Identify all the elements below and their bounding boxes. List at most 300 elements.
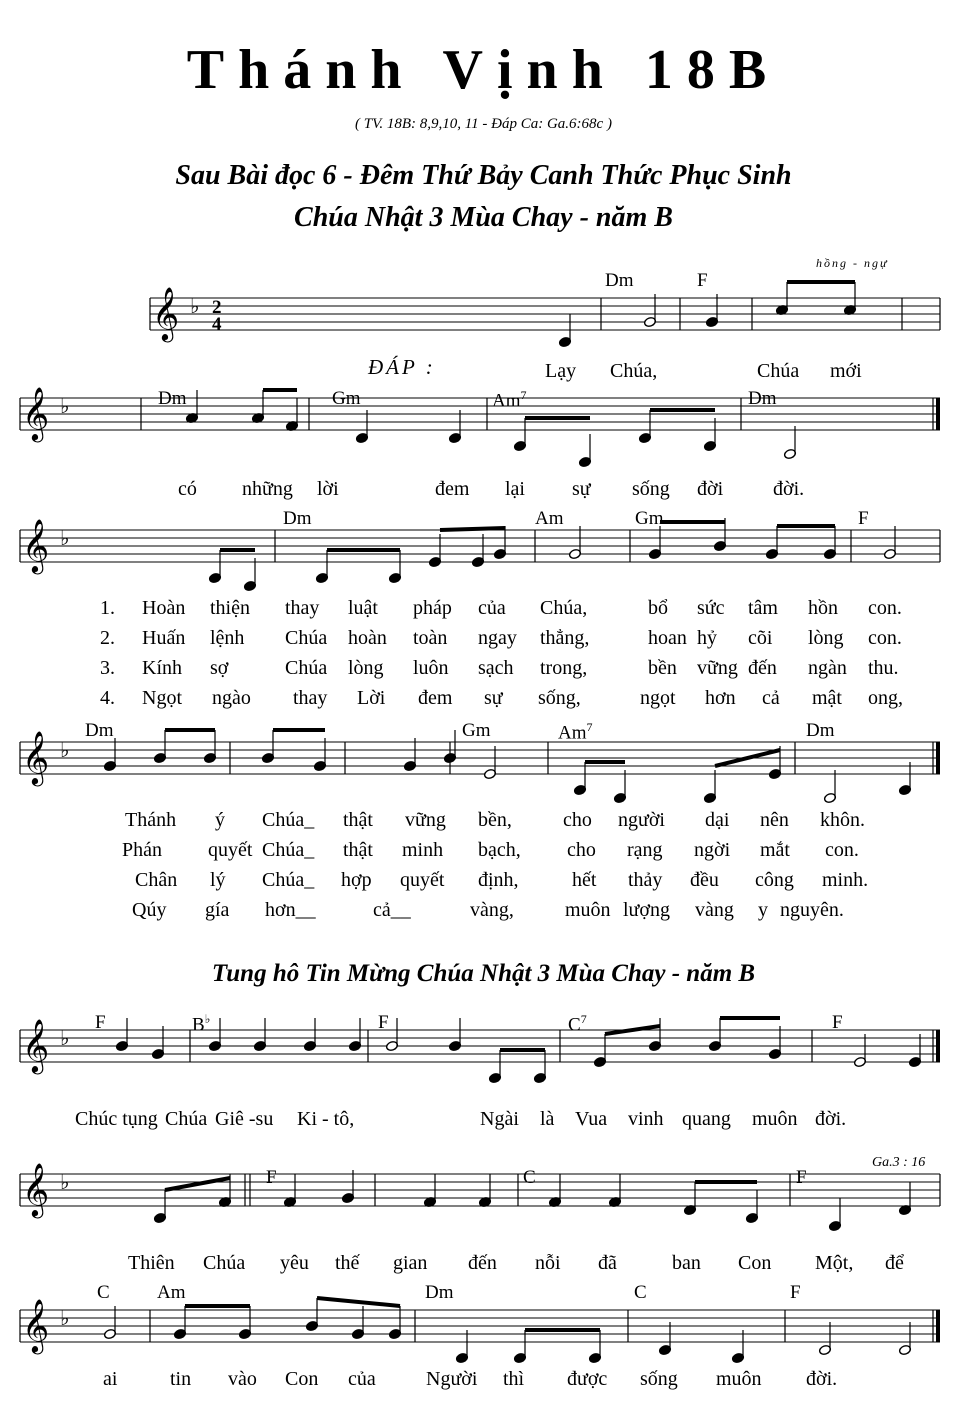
verse-lyric-text: mật xyxy=(812,687,842,709)
verse-lyric-text: hồn xyxy=(808,597,838,619)
response-lyric-text: lại xyxy=(505,478,525,500)
verse-lyric-text: bổ xyxy=(648,597,668,619)
composer-credit: hồng - ngự xyxy=(816,256,889,270)
flat-key-signature-icon: ♭ xyxy=(60,526,70,550)
gospel-lyric xyxy=(598,1252,617,1275)
verse-lyric xyxy=(648,597,668,620)
verse-lyric xyxy=(808,657,847,680)
flat-key-signature-icon: ♭ xyxy=(60,1306,70,1330)
verse-lyric xyxy=(808,597,838,620)
verse-lyric xyxy=(648,627,687,650)
verse-lyric-text: ý xyxy=(215,809,225,831)
verse-lyric xyxy=(470,899,514,922)
verse-lyric-text: Hoàn xyxy=(142,597,186,619)
gospel-lyric xyxy=(567,1368,607,1391)
verse-lyric-text: thật xyxy=(343,809,373,831)
chord-symbol xyxy=(796,1167,807,1189)
verse-lyric xyxy=(690,869,719,892)
verse-lyric xyxy=(285,597,319,620)
verse-lyric xyxy=(694,839,730,862)
treble-clef-icon: 𝄞 xyxy=(152,286,180,340)
verse-lyric-text: lý xyxy=(210,869,226,891)
gospel-lyric-text: là xyxy=(540,1108,555,1130)
verse-lyric-text: vững xyxy=(405,809,446,831)
verse-lyric-text: hơn__ xyxy=(265,899,316,921)
gospel-lyric xyxy=(297,1108,354,1131)
verse-lyric xyxy=(348,657,384,680)
gospel-lyric xyxy=(393,1252,427,1275)
verse-lyric xyxy=(205,899,229,922)
final-barline-thick xyxy=(936,1310,940,1342)
chord-symbol xyxy=(806,720,835,742)
verse-lyric xyxy=(868,687,903,710)
verse-lyric xyxy=(125,809,176,832)
verse-lyric xyxy=(478,869,519,892)
verse-number: 3. xyxy=(100,657,115,679)
verse-number: 2. xyxy=(100,627,115,649)
verse-lyric-text: muôn xyxy=(565,899,611,921)
gospel-lyric xyxy=(203,1252,245,1275)
verse-lyric xyxy=(567,839,596,862)
response-lyric-text: mới xyxy=(830,360,862,382)
verse-lyric-text: sức xyxy=(697,597,725,619)
gospel-lyric-text: Thiên xyxy=(128,1252,175,1274)
verse-lyric xyxy=(825,839,859,862)
note-beam xyxy=(440,528,505,530)
verse-lyric xyxy=(262,869,314,892)
treble-clef-icon: 𝄞 xyxy=(22,386,50,440)
gospel-lyric xyxy=(535,1252,561,1275)
gospel-lyric-text: Chúa xyxy=(203,1252,246,1274)
verse-lyric-text: Ngọt xyxy=(142,687,182,709)
verse-lyric xyxy=(373,899,411,922)
chord-symbol xyxy=(523,1167,536,1189)
treble-clef-icon: 𝄞 xyxy=(22,1162,50,1216)
chord-symbol-text: Am xyxy=(558,722,587,744)
verse-lyric-text: cho xyxy=(563,809,592,831)
verse-lyric-text: ngọt xyxy=(640,687,676,709)
verse-lyric-text: đến xyxy=(748,657,777,679)
verse-lyric-text: Thánh xyxy=(125,809,177,831)
gospel-lyric xyxy=(806,1368,837,1391)
response-lyric xyxy=(242,478,293,501)
verse-lyric xyxy=(142,627,185,650)
chord-symbol-text: F xyxy=(796,1167,807,1188)
verse-lyric xyxy=(348,627,387,650)
final-barline-thick xyxy=(936,398,940,430)
response-lyric xyxy=(317,478,339,501)
verse-lyric-text: đem xyxy=(418,687,453,709)
verse-number: 4. xyxy=(100,687,115,709)
verse-lyric-text: nên xyxy=(760,809,789,831)
verse-lyric-text: Chúa xyxy=(285,627,328,649)
gospel-lyric-text: muôn xyxy=(752,1108,798,1130)
gospel-lyric xyxy=(335,1252,359,1275)
song-title: Thánh Vịnh 18B xyxy=(186,39,781,101)
verse-lyric xyxy=(262,839,314,862)
verse-lyric-text: mắt xyxy=(760,839,790,861)
verse-lyric-text: Phán xyxy=(122,839,162,861)
verse-lyric xyxy=(640,687,676,710)
verse-lyric-text: vàng xyxy=(695,899,734,921)
verse-lyric-text: Kính xyxy=(142,657,182,679)
verse-lyric-text: Chúa xyxy=(285,657,328,679)
gospel-lyric xyxy=(575,1108,607,1131)
verse-lyric xyxy=(413,657,449,680)
chord-symbol-text: Dm xyxy=(158,388,187,409)
verse-lyric xyxy=(820,809,865,832)
chord-symbol-text: Gm xyxy=(462,720,491,741)
chord-symbol-text: F xyxy=(697,270,708,291)
verse-lyric-text: sợ xyxy=(210,657,229,679)
verse-lyric xyxy=(697,597,725,620)
verse-lyric-text: Lời xyxy=(357,687,386,709)
response-lyric-text: Chúa, xyxy=(610,360,658,382)
gospel-lyric-text: Con xyxy=(285,1368,319,1390)
chord-symbol-text: Am xyxy=(535,508,564,529)
response-lyric xyxy=(610,360,657,383)
chord-symbol-text: F xyxy=(378,1012,389,1033)
chord-symbol-text: Am xyxy=(157,1282,186,1303)
verse-lyric xyxy=(402,839,443,862)
verse-lyric-text: Qúy xyxy=(132,899,167,921)
verse-lyric-text: lòng xyxy=(348,657,384,679)
verse-lyric xyxy=(748,657,777,680)
gospel-lyric xyxy=(128,1252,175,1275)
verse-lyric xyxy=(478,809,512,832)
chord-symbol xyxy=(283,508,312,530)
verse-lyric-text: công xyxy=(755,869,794,891)
chord-symbol-text: Am xyxy=(492,390,521,412)
verse-lyric xyxy=(210,657,228,680)
verse-lyric xyxy=(540,597,587,620)
verse-lyric xyxy=(623,899,670,922)
time-signature-bottom: 4 xyxy=(212,314,222,335)
verse-lyric-text: cho xyxy=(567,839,596,861)
gospel-lyric xyxy=(426,1368,477,1391)
response-lyric-text: lời xyxy=(317,478,339,500)
gospel-lyric-text: đời. xyxy=(806,1368,838,1390)
chord-symbol: Am$^7$ xyxy=(558,720,593,744)
treble-clef-icon: 𝄞 xyxy=(22,1018,50,1072)
verse-lyric-text: lượng xyxy=(623,899,670,921)
gospel-lyric xyxy=(348,1368,376,1391)
verse-lyric xyxy=(142,687,182,710)
verse-lyric-text: con. xyxy=(868,627,902,649)
verse-lyric-text: gía xyxy=(205,899,230,921)
gospel-lyric xyxy=(815,1108,846,1131)
verse-lyric-text: ong, xyxy=(868,687,903,709)
verse-lyric xyxy=(760,839,790,862)
chord-symbol xyxy=(535,508,564,530)
verse-lyric-text: hoan xyxy=(648,627,687,649)
response-lyric xyxy=(757,360,799,383)
verse-lyric xyxy=(478,839,521,862)
chord-symbol xyxy=(790,1282,801,1304)
verse-lyric-text: luôn xyxy=(413,657,449,679)
verse-lyric-text: pháp xyxy=(413,597,452,619)
verse-lyric-text: ngàn xyxy=(808,657,847,679)
verse-lyric-text: hơn xyxy=(705,687,736,709)
verse-lyric xyxy=(762,687,780,710)
gospel-lyric-text: vào xyxy=(228,1368,257,1390)
chord-symbol: $C^7$ xyxy=(568,1012,587,1036)
chord-symbol xyxy=(97,1282,110,1304)
verse-lyric xyxy=(780,899,844,922)
gospel-lyric-text: thế xyxy=(335,1252,360,1274)
verse-lyric-text: con. xyxy=(825,839,859,861)
verse-lyric xyxy=(705,687,736,710)
verse-lyric-text: người xyxy=(618,809,665,831)
verse-lyric xyxy=(135,869,177,892)
verse-lyric-text: minh xyxy=(402,839,444,861)
verse-lyric-text: hợp xyxy=(341,869,372,891)
time-signature-top: 2 xyxy=(212,297,222,318)
chord-symbol xyxy=(266,1167,277,1189)
verse-lyric xyxy=(478,597,506,620)
gospel-lyric-text: Chúc tụng xyxy=(75,1108,158,1130)
verse-lyric xyxy=(868,657,899,680)
verse-lyric-text: vững xyxy=(697,657,738,679)
verse-lyric-text: Chúa_ xyxy=(262,839,315,861)
chord-symbol xyxy=(332,388,361,410)
verse-lyric-text: Chúa_ xyxy=(262,809,315,831)
gospel-lyric xyxy=(503,1368,524,1391)
gospel-lyric xyxy=(285,1368,318,1391)
verse-lyric-text: trong, xyxy=(540,657,588,679)
treble-clef-icon: 𝄞 xyxy=(22,518,50,572)
verse-lyric xyxy=(142,657,182,680)
verse-lyric xyxy=(812,687,842,710)
chord-symbol: B♭ xyxy=(192,1012,211,1036)
chord-symbol xyxy=(157,1282,186,1304)
chord-symbol-text: Gm xyxy=(635,508,664,529)
verse-lyric xyxy=(868,627,902,650)
chord-symbol xyxy=(697,270,708,292)
gospel-lyric xyxy=(540,1108,554,1131)
response-lyric xyxy=(435,478,469,501)
chord-symbol-text: C xyxy=(523,1167,536,1188)
verse-lyric xyxy=(563,809,592,832)
occasion-line-2: Chúa Nhật 3 Mùa Chay - năm B xyxy=(294,202,673,233)
chord-symbol xyxy=(425,1282,454,1304)
verse-lyric xyxy=(538,687,581,710)
verse-lyric xyxy=(697,627,717,650)
response-lyric xyxy=(632,478,670,501)
chord-symbol xyxy=(832,1012,843,1034)
gospel-lyric xyxy=(480,1108,519,1131)
verse-lyric-text: minh. xyxy=(822,869,869,891)
gospel-lyric xyxy=(628,1108,664,1131)
treble-clef-icon: 𝄞 xyxy=(22,730,50,784)
response-lyric-text: những xyxy=(242,478,293,500)
gospel-lyric xyxy=(468,1252,497,1275)
verse-lyric xyxy=(208,839,252,862)
chord-symbol-text: Dm xyxy=(425,1282,454,1303)
verse-lyric-text: thay xyxy=(293,687,328,709)
chord-symbol-text: F xyxy=(790,1282,801,1303)
verse-lyric xyxy=(697,657,738,680)
final-barline-thick xyxy=(936,1030,940,1062)
verse-lyric-text: thiện xyxy=(210,597,250,619)
verse-lyric xyxy=(572,869,596,892)
gospel-lyric xyxy=(215,1108,273,1131)
gospel-lyric xyxy=(752,1108,798,1131)
chord-symbol-text: F xyxy=(832,1012,843,1033)
verse-lyric xyxy=(868,597,902,620)
verse-lyric xyxy=(760,809,789,832)
response-lyric-text: đời xyxy=(697,478,724,500)
verse-lyric xyxy=(484,687,503,710)
verse-lyric xyxy=(132,899,166,922)
verse-lyric-text: bạch, xyxy=(478,839,521,861)
verse-lyric-text: Chân xyxy=(135,869,178,891)
gospel-lyric-text: ban xyxy=(672,1252,701,1274)
verse-lyric-text: thu. xyxy=(868,657,899,679)
verse-lyric-text: Chúa, xyxy=(540,597,588,619)
chord-symbol-text: F xyxy=(266,1167,277,1188)
verse-lyric xyxy=(262,809,314,832)
response-lyric-text: đem xyxy=(435,478,470,500)
chord-symbol-text: Dm xyxy=(605,270,634,291)
gospel-lyric-text: được xyxy=(567,1368,608,1390)
gospel-lyric-text: sống xyxy=(640,1368,678,1390)
flat-key-signature-icon: ♭ xyxy=(190,294,200,318)
verse-lyric-text: tâm xyxy=(748,597,778,619)
response-lyric-text: Chúa xyxy=(757,360,800,382)
verse-lyric-text: hết xyxy=(572,869,597,891)
response-lyric xyxy=(505,478,525,501)
response-lyric-text: sống xyxy=(632,478,670,500)
gospel-lyric xyxy=(672,1252,701,1275)
chord-symbol xyxy=(635,508,664,530)
gospel-lyric-text: đã xyxy=(598,1252,617,1274)
response-lyric-text: đời. xyxy=(773,478,805,500)
verse-lyric-text: luật xyxy=(348,597,378,619)
chord-symbol-text: Dm xyxy=(748,388,777,409)
verse-lyric xyxy=(748,597,778,620)
flat-key-signature-icon: ♭ xyxy=(60,394,70,418)
verse-lyric-text: của xyxy=(478,597,506,619)
verse-lyric xyxy=(418,687,452,710)
verse-lyric xyxy=(343,809,373,832)
verse-lyric-text: ngời xyxy=(694,839,731,861)
verse-lyric xyxy=(357,687,385,710)
verse-lyric-text: quyết xyxy=(400,869,445,891)
gospel-lyric-text: gian xyxy=(393,1252,428,1274)
gospel-lyric-text: tin xyxy=(170,1368,192,1390)
verse-lyric xyxy=(210,627,244,650)
verse-lyric xyxy=(822,869,868,892)
gospel-lyric-text: đến xyxy=(468,1252,497,1274)
gospel-lyric-text: vinh xyxy=(628,1108,664,1130)
verse-lyric xyxy=(478,657,514,680)
chord-symbol-text: Dm xyxy=(85,720,114,741)
response-lyric-text: Lạy xyxy=(545,360,577,382)
chord-symbol-text: Gm xyxy=(332,388,361,409)
gospel-lyric-text: Vua xyxy=(575,1108,608,1130)
verse-lyric xyxy=(413,597,452,620)
verse-lyric-text: con. xyxy=(868,597,902,619)
verse-lyric-text: lòng xyxy=(808,627,844,649)
verse-lyric xyxy=(565,899,611,922)
gospel-lyric xyxy=(165,1108,207,1131)
verse-lyric-text: dại xyxy=(705,809,730,831)
flat-key-signature-icon: ♭ xyxy=(60,1170,70,1194)
verse-lyric-text: sự xyxy=(484,687,503,709)
gospel-lyric-text: Ngài xyxy=(480,1108,519,1130)
verse-lyric xyxy=(405,809,446,832)
chord-symbol-text: F xyxy=(95,1012,106,1033)
verse-lyric xyxy=(293,687,327,710)
chord-symbol-text: C xyxy=(568,1014,581,1036)
verse-lyric xyxy=(285,657,327,680)
gospel-lyric-text: Chúa xyxy=(165,1108,208,1130)
gospel-lyric xyxy=(885,1252,904,1275)
gospel-acclamation-heading: Tung hô Tin Mừng Chúa Nhật 3 Mùa Chay - năm B xyxy=(211,960,756,987)
gospel-lyric-text: muôn xyxy=(716,1368,762,1390)
verse-lyric xyxy=(705,809,729,832)
chord-symbol-text: C xyxy=(97,1282,110,1303)
verse-lyric-text: ngay xyxy=(478,627,517,649)
gospel-lyric-text: Ki - tô, xyxy=(297,1108,355,1130)
verse-lyric-text: sạch xyxy=(478,657,514,679)
flat-key-signature-icon: ♭ xyxy=(60,1026,70,1050)
gospel-lyric-text: Một, xyxy=(815,1252,854,1274)
gospel-reference: Ga.3 : 16 xyxy=(872,1155,926,1170)
gospel-lyric xyxy=(738,1252,771,1275)
verse-lyric xyxy=(648,657,677,680)
response-lyric xyxy=(697,478,723,501)
response-lyric xyxy=(545,360,576,383)
gospel-lyric xyxy=(682,1108,731,1131)
verse-lyric-text: thật xyxy=(343,839,373,861)
chord-symbol xyxy=(158,388,187,410)
response-lyric xyxy=(178,478,197,501)
gospel-lyric-text: thì xyxy=(503,1368,525,1390)
verse-lyric-text: hoàn xyxy=(348,627,387,649)
gospel-lyric xyxy=(280,1252,309,1275)
response-lyric-text: sự xyxy=(572,478,591,500)
verse-lyric-text: Chúa_ xyxy=(262,869,315,891)
verse-lyric-text: rạng xyxy=(627,839,663,861)
flat-key-signature-icon: ♭ xyxy=(60,738,70,762)
chord-symbol xyxy=(95,1012,106,1034)
verse-lyric xyxy=(413,627,447,650)
response-lyric xyxy=(572,478,591,501)
verse-lyric xyxy=(540,627,589,650)
verse-lyric-text: thẳng, xyxy=(540,627,590,649)
gospel-lyric-text: đời. xyxy=(815,1108,847,1130)
gospel-lyric-text: nỗi xyxy=(535,1252,561,1274)
verse-lyric xyxy=(265,899,316,922)
verse-lyric-text: cả xyxy=(762,687,780,709)
gospel-lyric xyxy=(815,1252,853,1275)
verse-lyric-text: hỷ xyxy=(697,627,717,649)
verse-lyric xyxy=(618,809,665,832)
verse-lyric-text: bền xyxy=(648,657,677,679)
verse-lyric xyxy=(758,899,768,922)
verse-lyric xyxy=(748,627,772,650)
chord-symbol xyxy=(462,720,491,742)
verse-lyric xyxy=(627,839,663,862)
verse-lyric-text: thảy xyxy=(628,869,663,891)
gospel-lyric-text: Người xyxy=(426,1368,478,1390)
verse-lyric-text: y xyxy=(758,899,768,921)
verse-lyric-text: định, xyxy=(478,869,519,891)
gospel-lyric-text: của xyxy=(348,1368,376,1390)
verse-lyric-text: nguyên. xyxy=(780,899,844,921)
